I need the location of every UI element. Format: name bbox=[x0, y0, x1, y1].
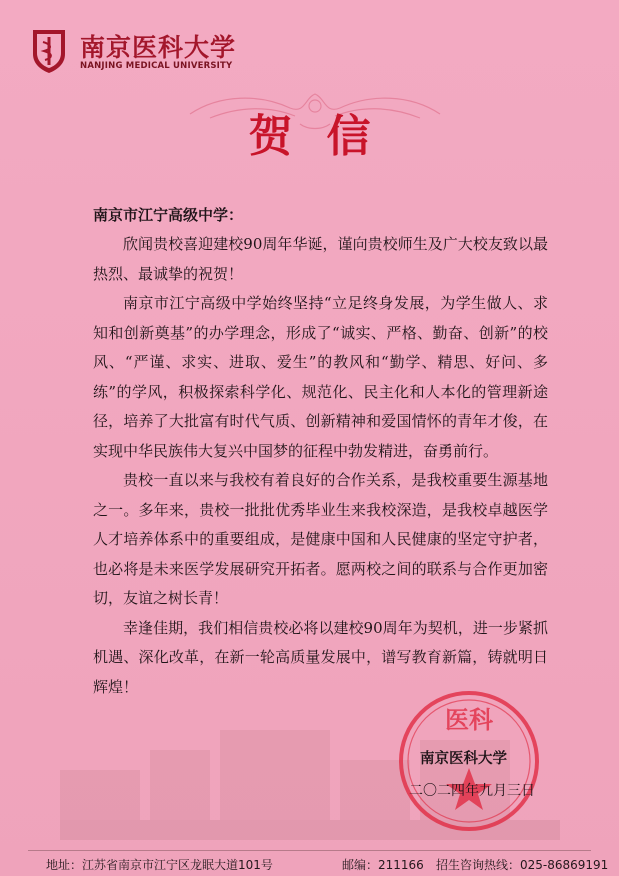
footer-address: 地址：江苏省南京市江宁区龙眠大道101号 bbox=[46, 858, 273, 872]
university-logo-icon bbox=[30, 28, 68, 74]
letterhead bbox=[30, 28, 290, 78]
letter-title: 贺信 bbox=[248, 111, 405, 162]
footer-divider bbox=[28, 850, 591, 851]
seal-text: 医科 bbox=[445, 705, 493, 734]
university-name-en: NANJING MEDICAL UNIVERSITY bbox=[80, 61, 233, 71]
paragraph: 贵校一直以来与我校有着良好的合作关系，是我校重要生源基地之一。多年来，贵校一批批优秀毕业生来我校深造，是我校卓越医学人才培养体系中的重要组成，是健康中国和人民健康的坚定守护者，也必将是未来医学发展研究开拓者。愿两校之间的联系与合作更加密切，友谊之树长青！ bbox=[93, 471, 548, 607]
footer-postcode: 邮编：211166 bbox=[342, 858, 424, 872]
salutation: 南京市江宁高级中学： bbox=[93, 206, 244, 224]
paragraph: 南京市江宁高级中学始终坚持“立足终身发展，为学生做人、求知和创新奠基”的办学理念，形成了“诚实、严格、勤奋、创新”的校风、“严谨、求实、进取、爱生”的教风和“勤学、精思、好问、多练”的学风，积极探索科学化、规范化、民主化和人本化的管理新途径，培养了大批富有时代气质、创新精神和爱国情怀的青年才俊，在实现中华民族伟大复兴中国梦的征程中勃发精进，奋勇前行。 bbox=[93, 294, 548, 460]
signature-university: 南京医科大学 bbox=[420, 750, 507, 767]
paragraph: 欣闻贵校喜迎建校90周年华诞，谨向贵校师生及广大校友致以最热烈、最诚挚的祝贺！ bbox=[93, 235, 548, 283]
signature-date: 二〇二四年九月三日 bbox=[409, 783, 535, 799]
letter-body bbox=[93, 200, 548, 702]
university-name-cn: 南京医科大学 bbox=[80, 33, 237, 62]
paragraph: 幸逢佳期，我们相信贵校必将以建校90周年为契机，进一步紧抓机遇、深化改革，在新一轮高质量发展中，谱写教育新篇，铸就明日辉煌！ bbox=[93, 618, 548, 696]
footer-hotline: 招生咨询热线：025-86869191 bbox=[436, 858, 609, 872]
